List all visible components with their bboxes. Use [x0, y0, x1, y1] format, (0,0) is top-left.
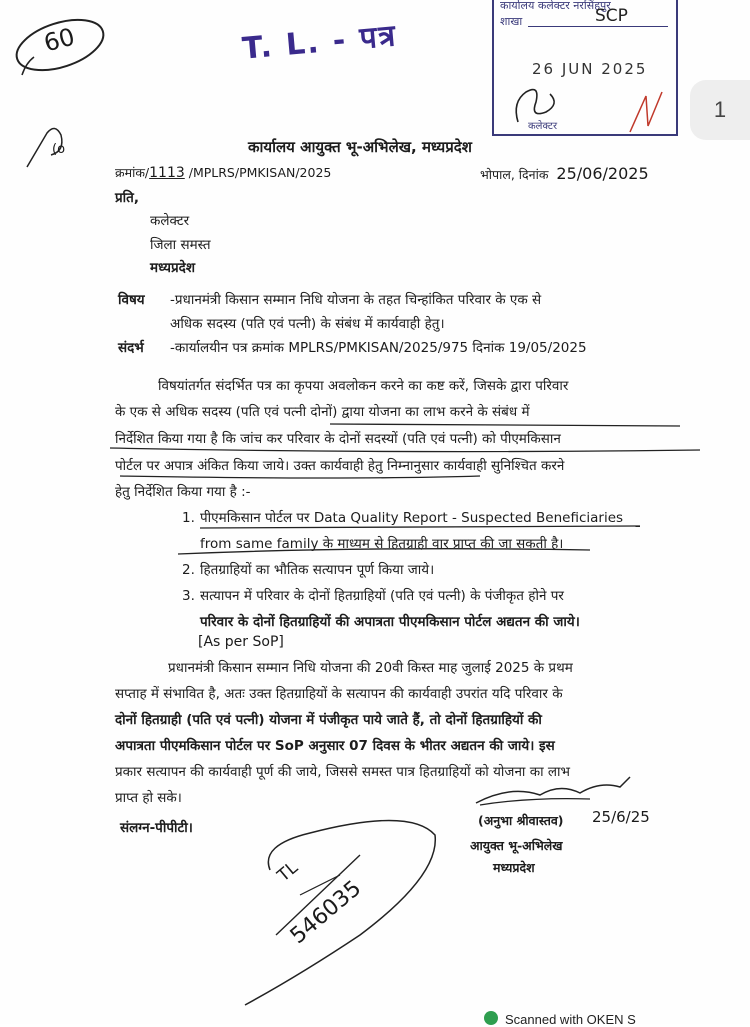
- para2-line: प्रधानमंत्री किसान सम्मान निधि योजना की 20वी किस्त माह जुलाई 2025 के प्रथम: [168, 660, 573, 676]
- tl-number: 546035: [285, 875, 367, 950]
- para2-line: प्रकार सत्यापन की कार्यवाही पूर्ण की जाये, जिससे समस्त पात्र हितग्राहियों को योजना का लाभ: [115, 764, 571, 780]
- signatory-state: मध्यप्रदेश: [493, 860, 535, 875]
- recipient-line: जिला समस्त: [150, 237, 211, 253]
- signature-date: 25/6/25: [592, 808, 650, 826]
- recipient-line: मध्यप्रदेश: [150, 260, 196, 276]
- point-number: 2.: [182, 562, 195, 578]
- recipient-line: कलेक्टर: [150, 213, 190, 229]
- subject-label: विषय: [118, 292, 145, 308]
- page-number: 1: [713, 97, 727, 122]
- para1-line: विषयांतर्गत संदर्भित पत्र का कृपया अवलोकन करने का कष्ट करें, जिसके द्वारा परिवार: [158, 378, 569, 394]
- para1-line: के एक से अधिक सदस्य (पति एवं पत्नी दोनों) द्वाया योजना का लाभ करने के संबंध में: [115, 404, 530, 420]
- letter-date: 25/06/2025: [556, 164, 649, 183]
- tl-number-loop: [240, 815, 450, 1015]
- reference-text: -कार्यालयीन पत्र क्रमांक MPLRS/PMKISAN/2025/975 दिनांक 19/05/2025: [170, 340, 587, 356]
- scanned-with-watermark: Scanned with OKEN S: [505, 1012, 636, 1027]
- stamp-branch-value: SCP: [595, 6, 628, 26]
- stamp-branch-line: [528, 26, 668, 27]
- scanner-logo-icon: [484, 1011, 498, 1025]
- point-number: 3.: [182, 588, 195, 604]
- reference-number: [115, 166, 331, 180]
- tl-stamp: T. L. - पत्र: [240, 18, 399, 67]
- subject-line: अधिक सदस्य (पति एवं पत्नी) के संबंध में कार्यवाही हेतु।: [170, 316, 445, 332]
- point-text: परिवार के दोनों हितग्राहियों की अपात्रता पीएमकिसान पोर्टल अद्यतन की जाये।: [200, 614, 580, 630]
- reference-label: संदर्भ: [118, 340, 144, 356]
- office-title: कार्यालय आयुक्त भू-अभिलेख, मध्यप्रदेश: [248, 138, 472, 156]
- as-per-sop-note: [As per SoP]: [198, 634, 284, 650]
- ref-suffix: /MPLRS/PMKISAN/2025: [184, 165, 332, 180]
- point-underlines: [170, 524, 670, 560]
- subject-line: -प्रधानमंत्री किसान सम्मान निधि योजना के तहत चिन्हांकित परिवार के एक से: [170, 292, 542, 308]
- initial-mark-stroke: [25, 125, 75, 170]
- to-label: प्रति,: [115, 190, 140, 206]
- para2-line: दोनों हितग्राही (पति एवं पत्नी) योजना में पंजीकृत पाये जाते हैं, तो दोनों हितग्राहियों की: [115, 712, 542, 728]
- point-text: हितग्राहियों का भौतिक सत्यापन पूर्ण किया जाये।: [200, 562, 435, 578]
- para2-line: सप्ताह में संभावित है, अतः उक्त हितग्राहियों के सत्यापन की कार्यवाही उपरांत यदि परिवार के: [115, 686, 563, 702]
- point-text: सत्यापन में परिवार के दोनों हितग्राहियों (पति एवं पत्नी) के पंजीकृत होने पर: [200, 588, 564, 604]
- para1-line: हेतु निर्देशित किया गया है :-: [115, 484, 251, 500]
- page-number-badge[interactable]: [690, 80, 750, 140]
- stamp-office: कार्यालय कलेक्टर नरसिंहपुर: [500, 0, 611, 12]
- signatory-name: (अनुभा श्रीवास्तव): [478, 813, 564, 828]
- circled-number: 60: [40, 22, 78, 58]
- enclosure: संलग्न-पीपीटी।: [120, 820, 193, 836]
- ref-number: 1113: [149, 165, 185, 181]
- place-date-label: भोपाल, दिनांक: [480, 167, 549, 182]
- para2-line: प्राप्त हो सके।: [115, 790, 182, 806]
- signature-scribble: [470, 775, 640, 810]
- point-text: from same family के माध्यम से हितग्राही वार प्राप्त की जा सकती है।: [200, 536, 564, 552]
- signatory-title: आयुक्त भू-अभिलेख: [470, 838, 563, 853]
- point-number: 1.: [182, 510, 195, 526]
- pen-underlines: [100, 420, 700, 490]
- stamp-collector-label: कलेक्टर: [528, 121, 558, 132]
- stamp-date: 26 JUN 2025: [532, 60, 648, 78]
- para2-line: अपात्रता पीएमकिसान पोर्टल पर SoP अनुसार 07 दिवस के भीतर अद्यतन की जाये। इस: [115, 738, 555, 754]
- stamp-branch-label: शाखा: [500, 15, 523, 28]
- para1-line: निर्देशित किया गया है कि जांच कर परिवार के दोनों सदस्यों (पति एवं पत्नी) को पीएमकिसान: [115, 431, 561, 447]
- point-text: पीएमकिसान पोर्टल पर Data Quality Report - Suspected Beneficiaries: [200, 510, 624, 526]
- para1-line: पोर्टल पर अपात्र अंकित किया जाये। उक्त कार्यवाही हेतु निम्नानुसार कार्यवाही सुनिश्चित करने: [115, 458, 565, 474]
- ref-prefix: क्रमांक/: [115, 165, 150, 180]
- place-date: [480, 166, 649, 182]
- tl-number-label: TL: [273, 857, 302, 887]
- initial-mark: (o: [52, 142, 66, 157]
